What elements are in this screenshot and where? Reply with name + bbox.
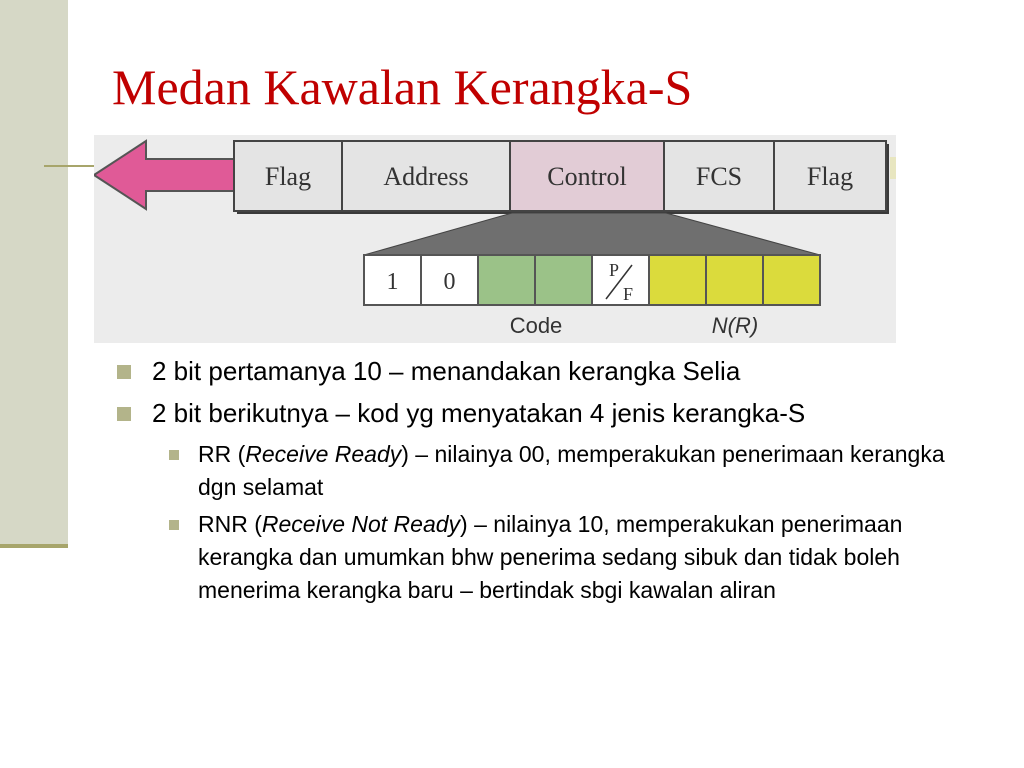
stripe-right: [890, 157, 896, 179]
decorative-side-rule: [0, 544, 68, 548]
frame-field-label: Flag: [806, 162, 854, 191]
sub-bullet-square-icon: [169, 450, 179, 460]
bullet-list: [116, 352, 966, 611]
control-bit-7: [763, 255, 820, 305]
sub-bullet-suffix: ) – nilainya 10, memperakukan penerimaan kerangka dan umumkan bhw penerima sedang sibuk dan tidak boleh menerima kerangka baru – bertindak sbgi kawalan aliran: [198, 511, 903, 603]
control-bit-2: [478, 255, 535, 305]
frame-field-label: Control: [547, 162, 627, 191]
bullet-item: [116, 394, 966, 607]
control-bit-value: 0: [443, 269, 456, 295]
sub-bullet-prefix: RR (: [198, 441, 246, 467]
control-bit-5: [649, 255, 706, 305]
sub-bullet-prefix: RNR (: [198, 511, 262, 537]
control-bit-3: [535, 255, 592, 305]
frame-field-address: [342, 141, 513, 214]
sub-bullet-text: [198, 508, 966, 607]
bullet-text: 2 bit berikutnya – kod yg menyatakan 4 jenis kerangka-S: [152, 398, 806, 428]
bullet-square-icon: [117, 407, 131, 421]
sub-bullet-text: [198, 438, 966, 504]
decorative-side-bar: [0, 0, 68, 548]
frame-field-label: Address: [383, 162, 469, 191]
control-field-diagram: [94, 135, 896, 343]
control-bit-value: 1: [386, 269, 399, 295]
control-bits: [364, 255, 820, 305]
bullet-square-icon: [117, 365, 131, 379]
bullet-text: 2 bit pertamanya 10 – menandakan kerangka Selia: [152, 356, 741, 386]
bit-group-label-nr: N(R): [711, 313, 759, 338]
sub-bullet-list: [152, 438, 966, 607]
decorative-title-rule: [44, 165, 96, 167]
pf-bit-label: P: [609, 260, 620, 280]
sub-bullet-term: Receive Not Ready: [261, 511, 461, 537]
control-bit-6: [706, 255, 763, 305]
sub-bullet-suffix: ) – nilainya 00, memperakukan penerimaan kerangka dgn selamat: [198, 441, 945, 500]
bit-group-label-code: Code: [509, 313, 563, 338]
frame-field-control: [510, 141, 667, 214]
pf-bit-label: F: [623, 284, 634, 304]
control-bit-1: [421, 255, 478, 305]
frame-field-flag: [234, 141, 345, 214]
frame-field-label: FCS: [695, 162, 743, 191]
sub-bullet-item-rr: [152, 438, 966, 504]
control-bit-4: [592, 255, 649, 305]
bullet-item: [116, 352, 966, 390]
sub-bullet-term: Receive Ready: [245, 441, 402, 467]
slide-title: Medan Kawalan Kerangka-S: [112, 59, 693, 115]
frame-field-label: Flag: [264, 162, 312, 191]
frame-field-flag: [774, 141, 889, 214]
frame-fields: [234, 141, 889, 214]
frame-field-fcs: [664, 141, 777, 214]
control-bit-0: [364, 255, 421, 305]
sub-bullet-square-icon: [169, 520, 179, 530]
sub-bullet-item-rnr: [152, 508, 966, 607]
